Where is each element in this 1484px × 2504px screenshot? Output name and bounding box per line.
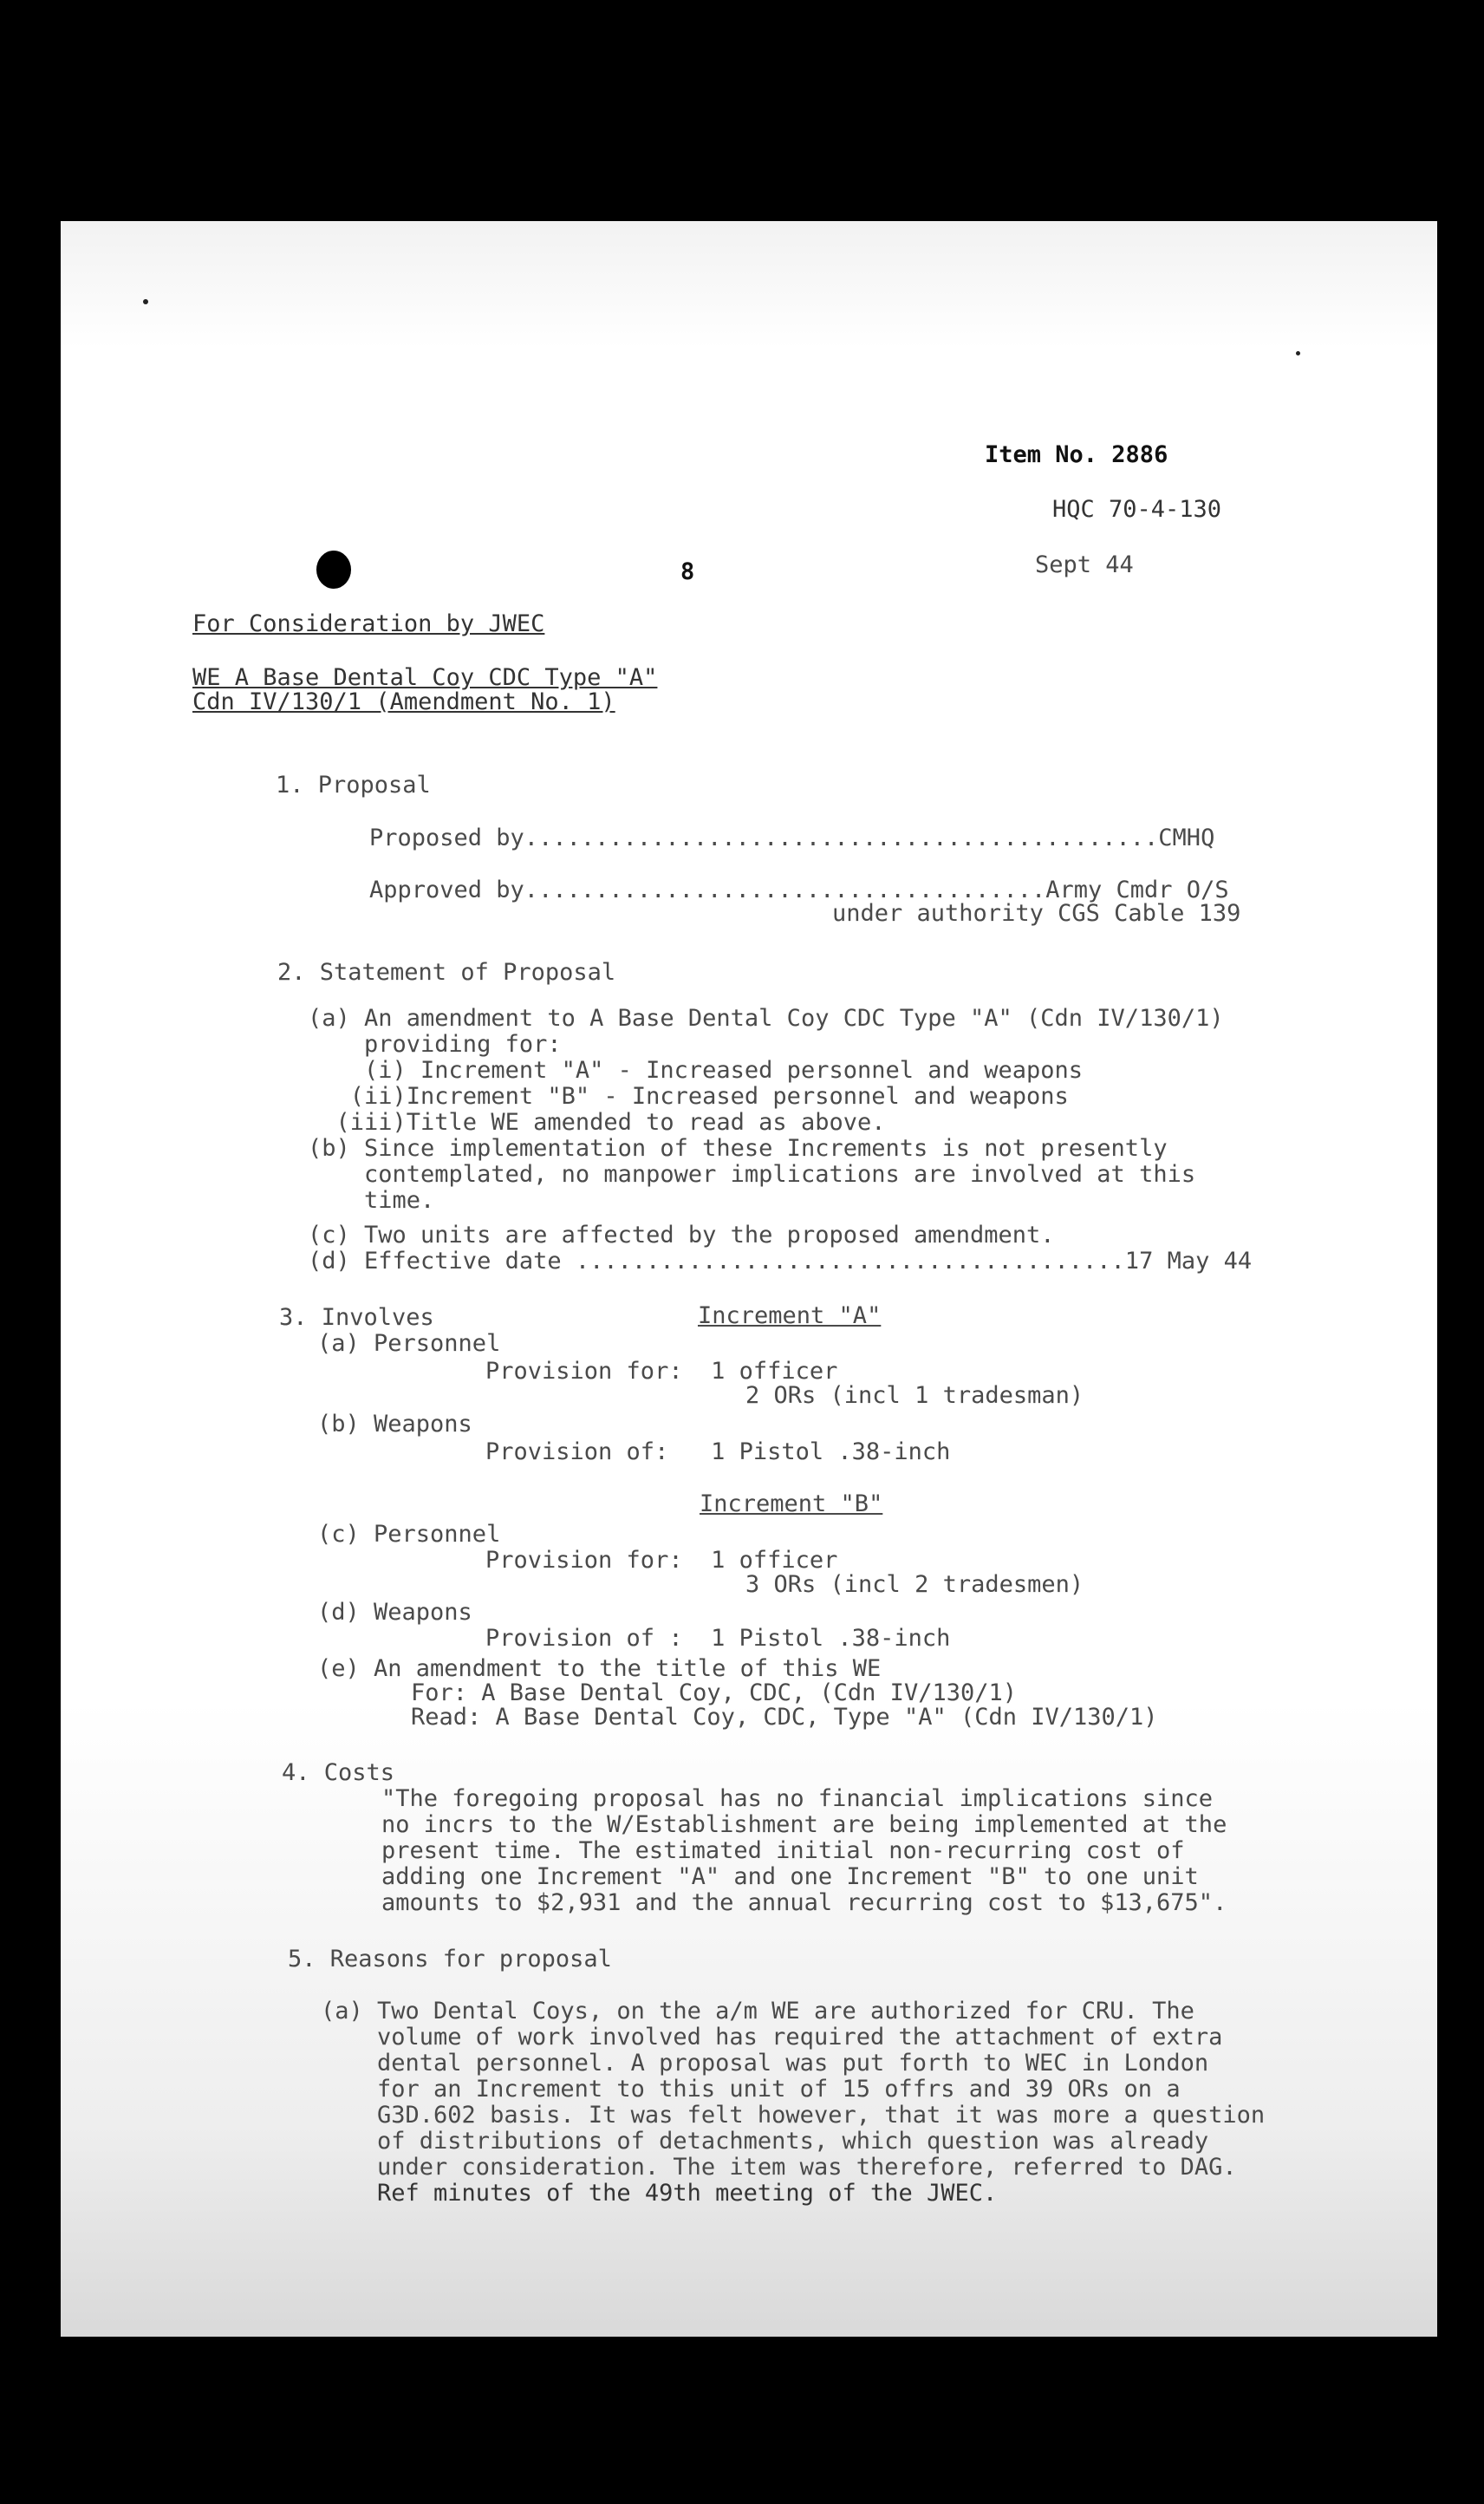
punch-hole (316, 551, 351, 589)
costs-line: no incrs to the W/Establishment are being implemented at the (381, 1811, 1227, 1838)
statement-line: (ii)Increment "B" - Increased personnel and weapons (308, 1083, 1069, 1110)
personnel-label: (a) Personnel (317, 1330, 501, 1357)
proposed-by: Proposed by.............................................CMHQ (369, 825, 1215, 851)
reasons-line: Ref minutes of the 49th meeting of the JWEC. (321, 2180, 998, 2207)
item-number: Item No. 2886 (985, 441, 1168, 468)
section-1-title: 1. Proposal (276, 772, 431, 799)
title-amendment-line: (e) An amendment to the title of this WE (317, 1655, 882, 1682)
reasons-line: volume of work involved has required the attachment of extra (321, 2024, 1223, 2051)
provision-line: Provision of: 1 Pistol .38-inch (485, 1438, 951, 1465)
costs-line: adding one Increment "A" and one Increment "B" to one unit (381, 1863, 1199, 1890)
title-read-line: Read: A Base Dental Coy, CDC, Type "A" (Cdn IV/130/1) (411, 1704, 1158, 1731)
statement-line: contemplated, no manpower implications are involved at this (308, 1161, 1196, 1188)
we-title-line: WE A Base Dental Coy CDC Type "A" (192, 664, 658, 691)
cdn-amendment-line: Cdn IV/130/1 (Amendment No. 1) (192, 688, 615, 715)
section-2-title: 2. Statement of Proposal (277, 959, 616, 986)
increment-a-heading: Increment "A" (698, 1302, 882, 1329)
statement-line: (iii)Title WE amended to read as above. (308, 1109, 886, 1136)
dust-speck (143, 299, 148, 304)
statement-line: (c) Two units are affected by the proposed amendment. (308, 1222, 1055, 1249)
document-page (61, 221, 1437, 2337)
dust-speck (1296, 351, 1300, 355)
reasons-line: dental personnel. A proposal was put forth to WEC in London (321, 2050, 1209, 2077)
statement-line: (b) Since implementation of these Increments is not presently (308, 1135, 1168, 1162)
section-4-title: 4. Costs (282, 1759, 395, 1786)
approved-by: Approved by.....................................Army Cmdr O/S (369, 877, 1229, 903)
reasons-line: (a) Two Dental Coys, on the a/m WE are authorized for CRU. The (321, 1998, 1194, 2025)
personnel-label: (c) Personnel (317, 1521, 501, 1548)
title-for-line: For: A Base Dental Coy, CDC, (Cdn IV/130/1) (411, 1679, 1017, 1706)
reasons-line: under consideration. The item was therefore, referred to DAG. (321, 2154, 1237, 2181)
provision-line: Provision of : 1 Pistol .38-inch (485, 1625, 951, 1652)
costs-line: "The foregoing proposal has no financial implications since (381, 1785, 1214, 1812)
reasons-line: of distributions of detachments, which question was already (321, 2128, 1209, 2155)
statement-line: (i) Increment "A" - Increased personnel and weapons (308, 1057, 1084, 1084)
weapons-label: (b) Weapons (317, 1411, 472, 1438)
file-reference: HQC 70-4-130 (1052, 496, 1222, 523)
statement-line: (d) Effective date .......................................17 May 44 (308, 1248, 1253, 1275)
provision-line: 2 ORs (incl 1 tradesman) (745, 1382, 1084, 1409)
provision-line: Provision for: 1 officer (485, 1547, 838, 1574)
costs-line: amounts to $2,931 and the annual recurring cost to $13,675". (381, 1889, 1227, 1916)
reasons-line: for an Increment to this unit of 15 offrs and 39 ORs on a (321, 2076, 1181, 2103)
document-date: Sept 44 (1035, 551, 1134, 578)
statement-line: time. (308, 1187, 435, 1214)
costs-line: present time. The estimated initial non-recurring cost of (381, 1837, 1185, 1864)
statement-line: (a) An amendment to A Base Dental Coy CDC Type "A" (Cdn IV/130/1) (308, 1005, 1224, 1032)
provision-line: Provision for: 1 officer (485, 1358, 838, 1385)
section-5-title: 5. Reasons for proposal (288, 1946, 612, 1973)
section-3-title: 3. Involves (279, 1304, 434, 1331)
page-number: 8 (680, 558, 695, 585)
provision-line: 3 ORs (incl 2 tradesmen) (745, 1571, 1084, 1598)
authority-line: under authority CGS Cable 139 (832, 900, 1241, 927)
consideration-heading: For Consideration by JWEC (192, 610, 545, 637)
statement-line: providing for: (308, 1031, 562, 1058)
weapons-label: (d) Weapons (317, 1599, 472, 1626)
reasons-line: G3D.602 basis. It was felt however, that it was more a question (321, 2102, 1266, 2129)
increment-b-heading: Increment "B" (700, 1490, 883, 1517)
